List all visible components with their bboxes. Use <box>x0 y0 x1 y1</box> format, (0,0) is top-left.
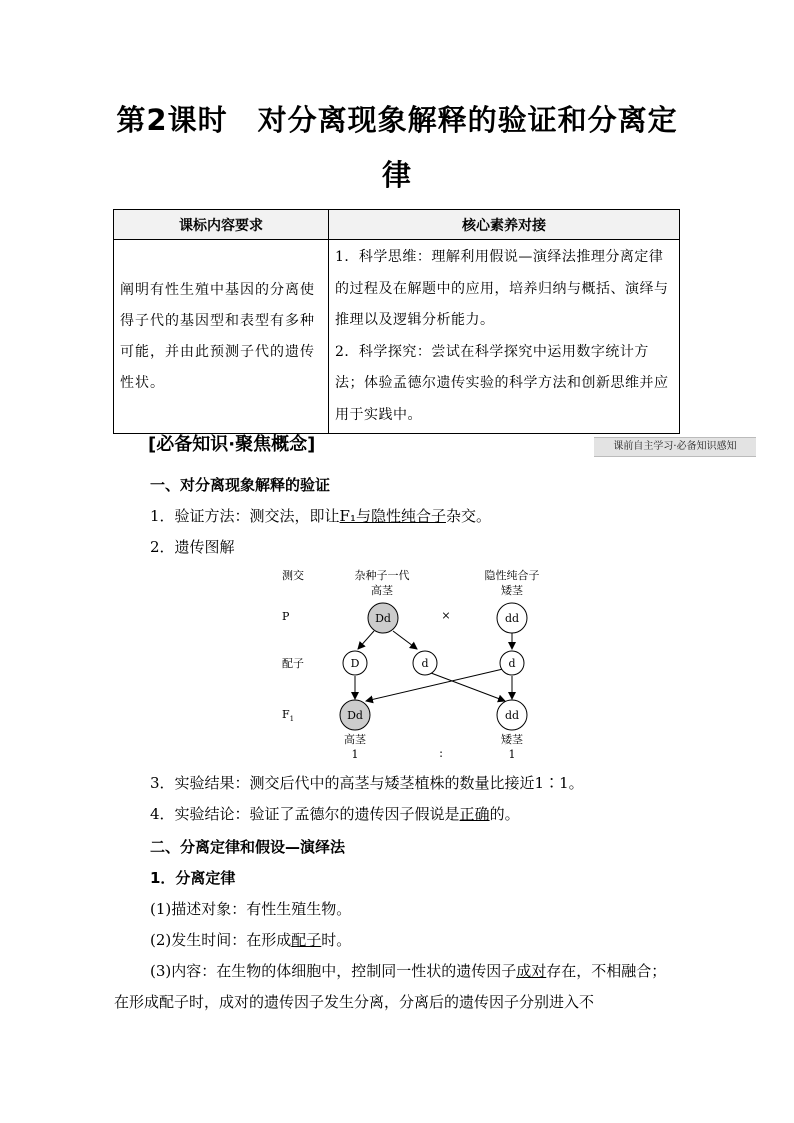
part1-item2: 2．遗传图解 <box>150 538 235 556</box>
part2-p1: (1)描述对象：有性生殖生物。 <box>150 900 352 918</box>
table-header-standards: 课标内容要求 <box>114 210 329 240</box>
page-title-line1: 第2课时 对分离现象解释的验证和分离定 <box>116 103 678 137</box>
competencies-cell <box>329 240 680 434</box>
arrow-parent1-gamete2 <box>393 631 417 649</box>
part1-item4 <box>150 803 520 824</box>
part2-heading: 二、分离定律和假设—演绎法 <box>150 838 346 856</box>
ratio-1: 1 <box>351 748 359 761</box>
item1-underlined: F₁与隐性纯合子 <box>339 507 446 525</box>
label-f1 <box>282 708 294 723</box>
genetic-cross-diagram <box>270 563 550 763</box>
gamete-3: d <box>508 657 516 670</box>
section-tag: 课前自主学习·必备知识感知 <box>594 437 756 457</box>
parent2-genotype: dd <box>504 612 520 625</box>
p2-suffix: 时。 <box>321 931 352 949</box>
label-hybrid: 杂种子一代 <box>354 569 410 582</box>
gamete-1: D <box>350 657 360 670</box>
child2-phenotype: 矮茎 <box>501 733 523 746</box>
item1-suffix: 杂交。 <box>445 507 491 525</box>
part2-sub1: 1．分离定律 <box>150 869 236 887</box>
competency-item-2: 2．科学探究：尝试在科学探究中运用数字统计方法；体验孟德尔遗传实验的科学方法和创新思维并应用于实践中。 <box>335 343 669 423</box>
p2-underlined: 配子 <box>291 931 322 949</box>
part1-item3: 3．实验结果：测交后代中的高茎与矮茎植株的数量比接近1∶1。 <box>150 774 584 792</box>
p3-prefix: (3)内容：在生物的体细胞中，控制同一性状的遗传因子 <box>150 962 517 980</box>
label-test-cross: 测交 <box>282 569 304 582</box>
parent1-genotype: Dd <box>375 612 391 625</box>
ratio-2: 1 <box>508 748 516 761</box>
label-f1-letter: F <box>282 708 290 721</box>
competency-item-1: 1．科学思维：理解利用假说—演绎法推理分离定律的过程及在解题中的应用，培养归纳与概括、演绎与推理以及逻辑分析能力。 <box>335 249 669 328</box>
part2-p2 <box>150 929 351 950</box>
item4-suffix: 的。 <box>489 805 520 823</box>
table-header-competencies: 核心素养对接 <box>329 210 680 240</box>
child1-genotype: Dd <box>347 709 363 722</box>
label-tall-parent: 高茎 <box>371 584 393 597</box>
standards-cell: 阐明有性生殖中基因的分离使得子代的基因型和表型有多种可能，并由此预测子代的遗传性状。 <box>114 240 329 434</box>
child1-phenotype: 高茎 <box>344 733 366 746</box>
p3-suffix: 存在，不相融合；在形成配子时，成对的遗传因子发生分离，分离后的遗传因子分别进入不 <box>114 962 667 1011</box>
ratio-separator: ∶ <box>439 748 443 761</box>
arrow-parent1-gamete1 <box>358 631 374 649</box>
p2-prefix: (2)发生时间：在形成 <box>150 931 292 949</box>
label-p: P <box>282 610 290 623</box>
p3-underlined: 成对 <box>516 962 547 980</box>
standards-table <box>113 209 680 434</box>
gamete-2: d <box>421 657 429 670</box>
label-recessive: 隐性纯合子 <box>484 569 540 582</box>
child2-genotype: dd <box>504 709 520 722</box>
label-dwarf-parent: 矮茎 <box>501 584 523 597</box>
cross-symbol: × <box>441 609 451 622</box>
item4-prefix: 4．实验结论：验证了孟德尔的遗传因子假说是 <box>150 805 460 823</box>
part1-item1 <box>150 505 491 526</box>
label-gamete: 配子 <box>282 657 304 670</box>
item1-prefix: 1．验证方法：测交法，即让 <box>150 507 340 525</box>
page-title-line2: 律 <box>381 158 412 192</box>
label-f1-subscript: 1 <box>289 715 295 723</box>
item4-underlined: 正确 <box>459 805 490 823</box>
part1-heading: 一、对分离现象解释的验证 <box>150 476 331 494</box>
section-heading: [必备知识·聚焦概念] <box>148 434 316 455</box>
part2-p3 <box>114 956 680 1018</box>
